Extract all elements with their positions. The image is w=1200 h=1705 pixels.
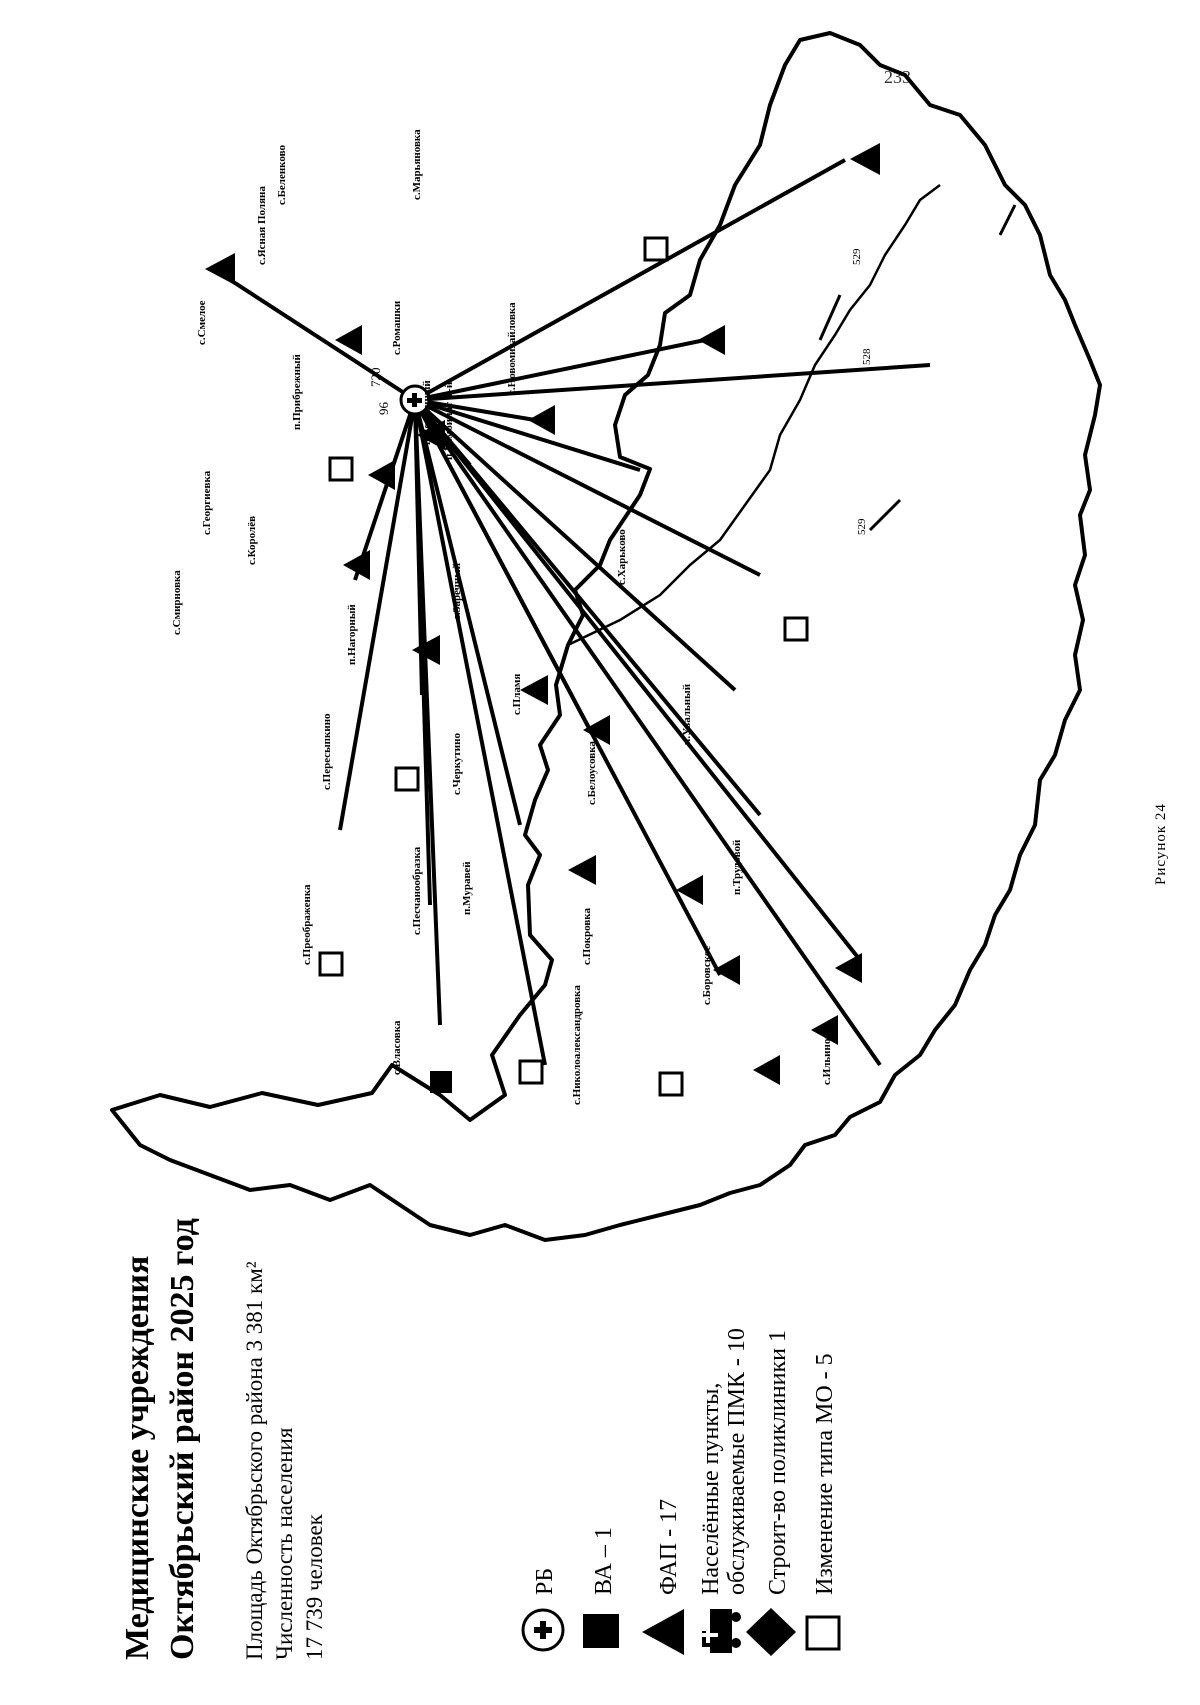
label-novomihaylovka: с.Новомихайловка [506, 302, 518, 395]
road-segment [1000, 205, 1015, 235]
label-korolev: с.Королёв [246, 515, 258, 565]
label-romanovka: с.Ромашки [391, 300, 403, 355]
label-trudovoy: п.Трудовой [731, 839, 743, 895]
rb-icon [523, 1610, 563, 1650]
label-vlasovka: с.Власовка [391, 1020, 403, 1075]
label-yasnaya: с.Ясная Поляна [256, 186, 268, 265]
road-label-528: 528 [861, 348, 873, 365]
legend-change-label: Изменение типа МО - 5 [812, 1353, 838, 1595]
population-value: 17 739 человек [302, 1514, 327, 1660]
mobile-clinic-icon [700, 1609, 741, 1653]
label-cherkutino: с.Черкутино [451, 733, 463, 795]
area-text: Площадь Октябрьского района 3 381 км² [242, 1261, 267, 1660]
road-segment [870, 500, 900, 530]
label-smirnovka: с.Смирновка [171, 570, 183, 635]
road-label-529b: 529 [856, 518, 868, 535]
label-peschanoe: с.Песчанообразка [411, 846, 423, 935]
label-pribrezhny: п.Прибрежный [291, 354, 303, 430]
legend [523, 1328, 839, 1656]
title-line-1: Медицинские учреждения [119, 1255, 156, 1660]
legend-va-label: ВА – 1 [591, 1527, 617, 1595]
road-label-720: 720 [368, 367, 383, 387]
page-number: 233 [884, 67, 911, 87]
title-line-2: Октябрьский район 2025 год [164, 1218, 201, 1660]
label-belousovka: с.Белоусовка [586, 741, 598, 805]
va-marker [430, 1071, 452, 1093]
label-plamya: с.Пламя [511, 673, 523, 715]
label-smeloe: с.Смелое [196, 300, 208, 345]
population-label: Численность населения [272, 1427, 297, 1660]
connection-lines [215, 160, 930, 1065]
legend-rb-label: РБ [532, 1567, 558, 1595]
label-belenkovo: с.Беленково [276, 145, 288, 205]
label-kombinat: п.Комбинат Т-й [443, 381, 455, 460]
change-type-square-icon [807, 1617, 839, 1649]
label-nikolo: с.Николоалександровка [571, 985, 583, 1105]
legend-build-label: Строит-во поликлиники 1 [765, 1330, 791, 1595]
label-uvalny: п.Увальный [681, 683, 693, 745]
legend-fap-label: ФАП - 17 [656, 1498, 682, 1595]
label-vostochny: п.Восточный [421, 380, 433, 445]
label-maryanovka: с.Марьяновка [411, 129, 423, 200]
road-label-529: 529 [851, 248, 863, 265]
label-ilyinovka: с.Ильиновка [821, 1021, 833, 1085]
label-preobrazhenka: с.Преображенка [301, 884, 313, 965]
label-harkovo: с.Харьково [616, 529, 628, 585]
label-nagorny: п.Нагорный [346, 604, 358, 665]
label-georgievka: с.Георгиевка [201, 470, 213, 535]
road-label-96: 96 [376, 402, 391, 415]
label-muravey: п.Муравей [461, 861, 473, 915]
district-map [112, 33, 1100, 1240]
label-peresypkino: с.Пересыпкино [321, 713, 333, 790]
fap-triangle-icon [642, 1609, 684, 1655]
label-pokrovka: с.Покровка [581, 908, 593, 965]
label-zarechny: с.Заречный [451, 562, 463, 620]
diamond-icon [746, 1608, 796, 1656]
label-borovoe: с.Боровское [701, 945, 713, 1005]
va-icon [583, 1614, 619, 1648]
figure-caption: Рисунок 24 [1153, 803, 1169, 885]
legend-pmk-label-2: обслуживаемые ПМК - 10 [724, 1328, 750, 1595]
legend-pmk-label-1: Населённые пункты, [698, 1382, 724, 1595]
